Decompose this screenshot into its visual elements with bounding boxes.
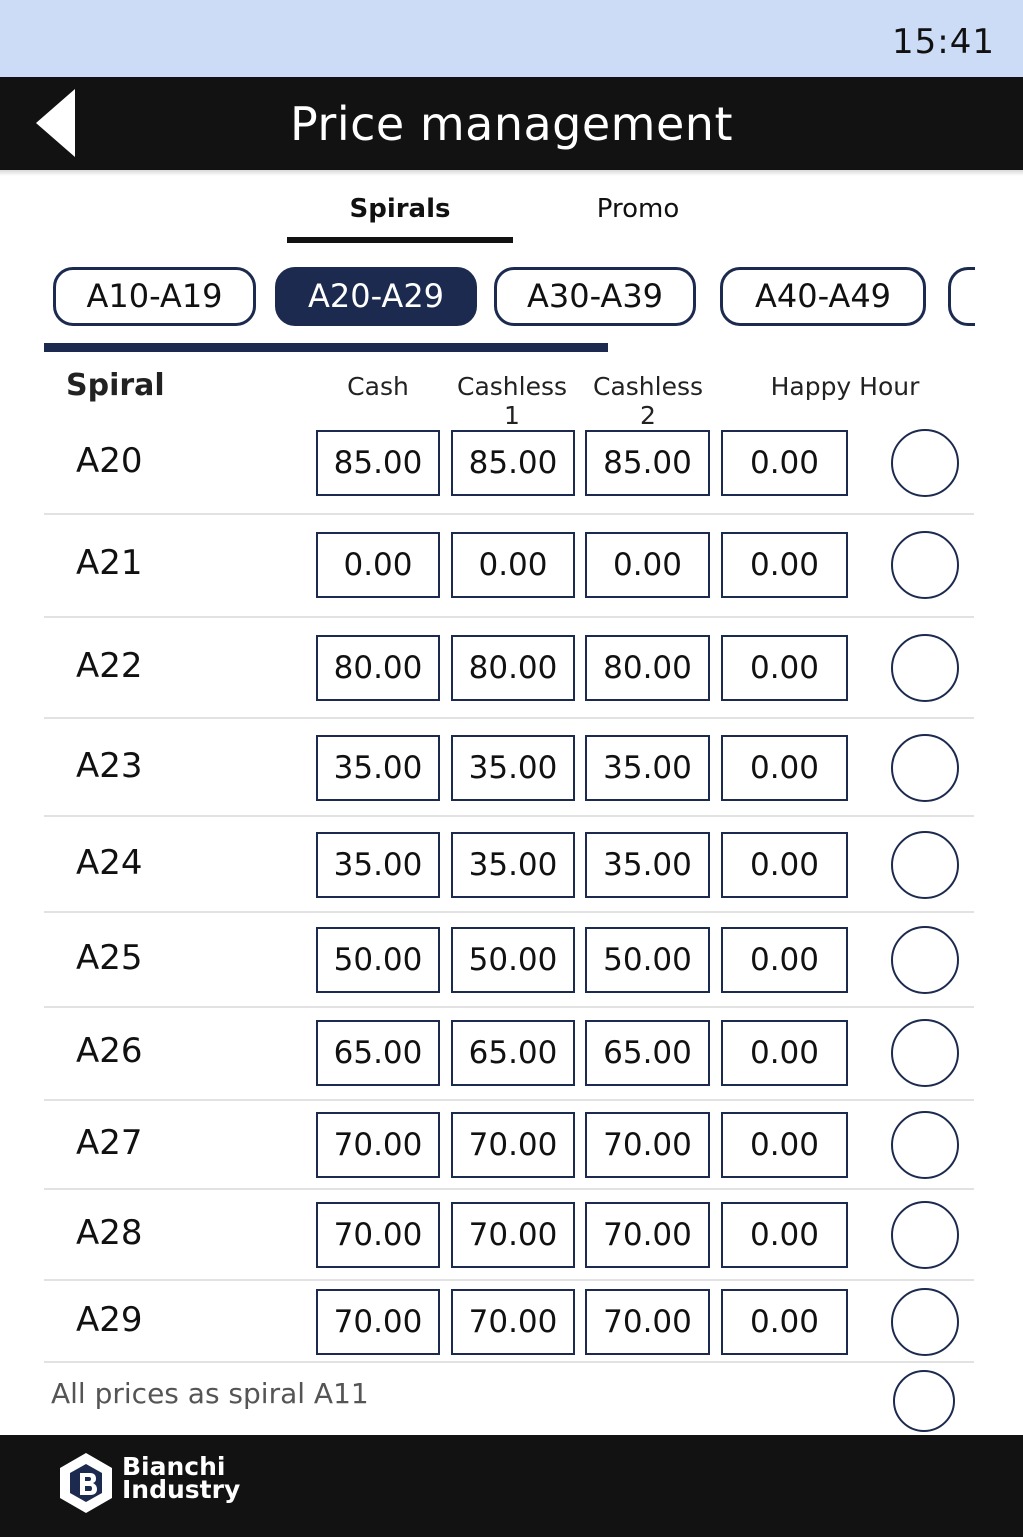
row-select-radio[interactable]	[891, 734, 959, 802]
range-chip-a40-a49[interactable]: A40-A49	[720, 267, 926, 326]
brand-line-1: Bianchi	[122, 1452, 226, 1481]
column-header-cashless-1: Cashless 1	[456, 372, 568, 430]
price-input-happy-hour[interactable]: 0.00	[721, 532, 848, 598]
row-select-radio[interactable]	[891, 531, 959, 599]
price-input-cashless2[interactable]: 70.00	[585, 1289, 710, 1355]
brand-name	[122, 1452, 241, 1504]
price-input-happy-hour[interactable]: 0.00	[721, 1020, 848, 1086]
row-select-radio[interactable]	[891, 1288, 959, 1356]
price-input-cashless1[interactable]: 70.00	[451, 1112, 575, 1178]
row-divider	[44, 815, 974, 817]
price-input-cash[interactable]: 35.00	[316, 832, 440, 898]
bianchi-logo-icon	[58, 1451, 114, 1515]
price-input-happy-hour[interactable]: 0.00	[721, 1112, 848, 1178]
all-prices-radio[interactable]	[893, 1370, 955, 1432]
price-input-cash[interactable]: 70.00	[316, 1202, 440, 1268]
column-header-cash: Cash	[347, 372, 409, 401]
row-divider	[44, 616, 974, 618]
spiral-label: A22	[76, 646, 143, 686]
row-divider	[44, 1279, 974, 1281]
status-bar	[0, 0, 1023, 77]
all-prices-note: All prices as spiral A11	[51, 1377, 369, 1410]
price-input-cash[interactable]: 80.00	[316, 635, 440, 701]
chip-overflow-clip	[975, 260, 1023, 335]
row-select-radio[interactable]	[891, 1201, 959, 1269]
price-input-cashless2[interactable]: 85.00	[585, 430, 710, 496]
price-input-cashless2[interactable]: 65.00	[585, 1020, 710, 1086]
price-input-happy-hour[interactable]: 0.00	[721, 1289, 848, 1355]
price-input-cashless1[interactable]: 0.00	[451, 532, 575, 598]
spiral-label: A21	[76, 543, 143, 583]
price-input-happy-hour[interactable]: 0.00	[721, 635, 848, 701]
tab-promo[interactable]: Promo	[596, 194, 680, 224]
tab-spirals[interactable]: Spirals	[349, 194, 451, 224]
price-input-cashless1[interactable]: 85.00	[451, 430, 575, 496]
price-input-cash[interactable]: 70.00	[316, 1112, 440, 1178]
column-header-happy-hour: Happy Hour	[770, 372, 920, 401]
bottom-bar	[0, 1435, 1023, 1537]
status-time: 15:41	[892, 22, 995, 62]
price-input-cashless1[interactable]: 50.00	[451, 927, 575, 993]
spiral-label: A25	[76, 938, 143, 978]
range-chip-a20-a29[interactable]: A20-A29	[275, 267, 477, 326]
price-input-happy-hour[interactable]: 0.00	[721, 735, 848, 801]
row-divider	[44, 911, 974, 913]
range-chip-a30-a39[interactable]: A30-A39	[494, 267, 696, 326]
row-select-radio[interactable]	[891, 429, 959, 497]
spiral-label: A28	[76, 1213, 143, 1253]
price-input-happy-hour[interactable]: 0.00	[721, 927, 848, 993]
app-header	[0, 77, 1023, 170]
price-input-cashless1[interactable]: 35.00	[451, 735, 575, 801]
price-input-cashless1[interactable]: 70.00	[451, 1202, 575, 1268]
price-input-cashless1[interactable]: 70.00	[451, 1289, 575, 1355]
price-input-cashless2[interactable]: 70.00	[585, 1202, 710, 1268]
price-input-cash[interactable]: 35.00	[316, 735, 440, 801]
row-divider	[44, 1006, 974, 1008]
price-input-cashless2[interactable]: 50.00	[585, 927, 710, 993]
price-input-cashless1[interactable]: 35.00	[451, 832, 575, 898]
price-input-cash[interactable]: 85.00	[316, 430, 440, 496]
spiral-label: A27	[76, 1123, 143, 1163]
spiral-label: A29	[76, 1300, 143, 1340]
price-input-cash[interactable]: 50.00	[316, 927, 440, 993]
price-input-cashless2[interactable]: 70.00	[585, 1112, 710, 1178]
price-input-happy-hour[interactable]: 0.00	[721, 430, 848, 496]
price-input-happy-hour[interactable]: 0.00	[721, 1202, 848, 1268]
spiral-label: A26	[76, 1031, 143, 1071]
price-input-cash[interactable]: 70.00	[316, 1289, 440, 1355]
row-select-radio[interactable]	[891, 1111, 959, 1179]
column-header-spiral: Spiral	[66, 368, 165, 403]
price-input-cashless2[interactable]: 35.00	[585, 735, 710, 801]
price-input-cashless2[interactable]: 80.00	[585, 635, 710, 701]
active-tab-underline	[287, 237, 513, 243]
row-divider	[44, 717, 974, 719]
spiral-label: A24	[76, 843, 143, 883]
range-scroll-indicator[interactable]	[44, 343, 608, 352]
price-input-cashless1[interactable]: 65.00	[451, 1020, 575, 1086]
spiral-label: A20	[76, 441, 143, 481]
price-input-cashless2[interactable]: 0.00	[585, 532, 710, 598]
row-divider	[44, 513, 974, 515]
price-input-cashless1[interactable]: 80.00	[451, 635, 575, 701]
page-title: Price management	[290, 97, 733, 151]
column-header-cashless-2: Cashless 2	[592, 372, 704, 430]
row-select-radio[interactable]	[891, 634, 959, 702]
row-select-radio[interactable]	[891, 1019, 959, 1087]
row-divider	[44, 1099, 974, 1101]
spiral-label: A23	[76, 746, 143, 786]
price-input-cash[interactable]: 0.00	[316, 532, 440, 598]
price-input-happy-hour[interactable]: 0.00	[721, 832, 848, 898]
header-shadow	[0, 170, 1023, 176]
price-input-cashless2[interactable]: 35.00	[585, 832, 710, 898]
range-chip-a10-a19[interactable]: A10-A19	[53, 267, 256, 326]
row-divider	[44, 1361, 974, 1363]
row-select-radio[interactable]	[891, 831, 959, 899]
row-divider	[44, 1188, 974, 1190]
price-input-cash[interactable]: 65.00	[316, 1020, 440, 1086]
brand-line-2: Industry	[122, 1475, 241, 1504]
row-select-radio[interactable]	[891, 926, 959, 994]
